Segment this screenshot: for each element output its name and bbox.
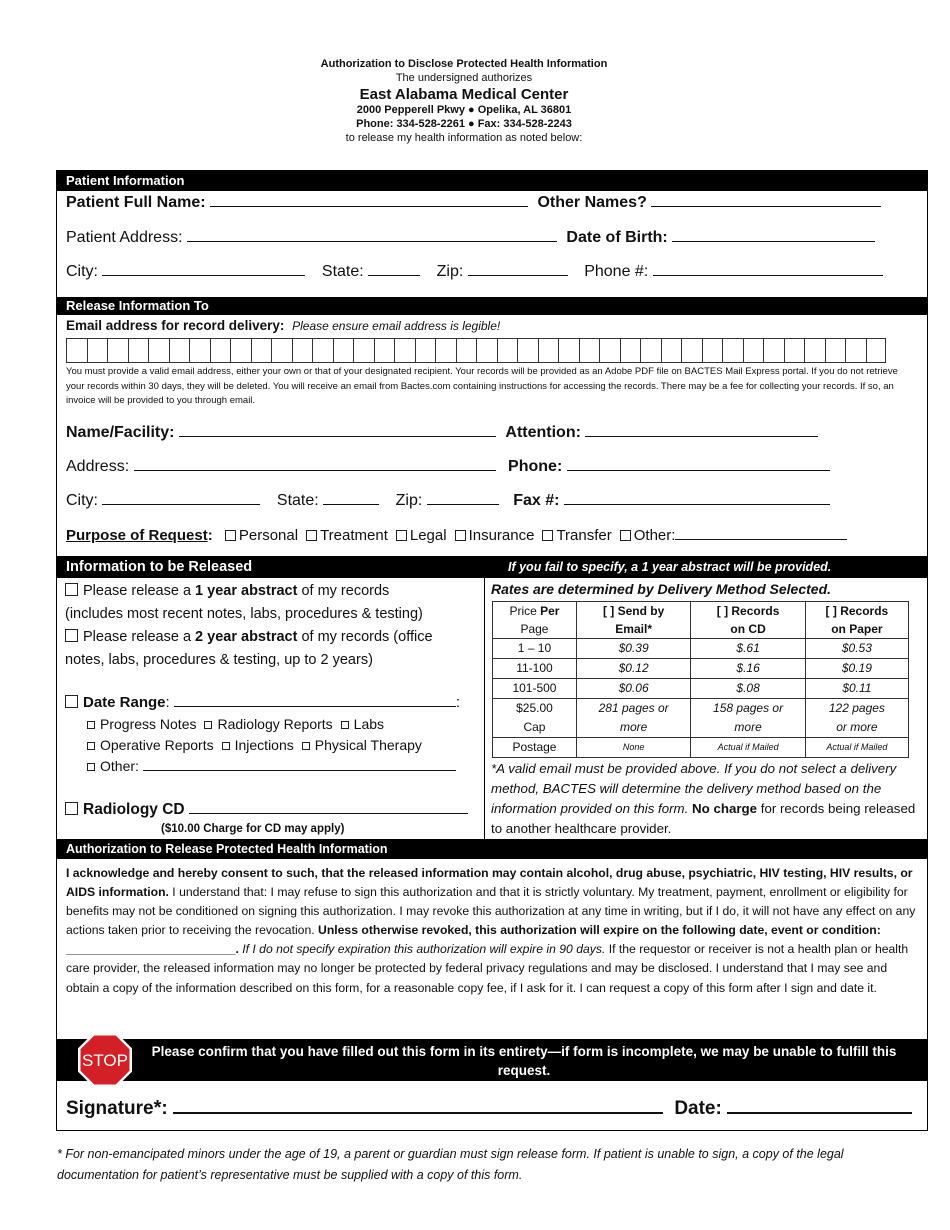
- purpose-label: Purpose of Request: [66, 527, 208, 544]
- email-char-cell[interactable]: [640, 338, 661, 363]
- rates-cell: 158 pages or more: [691, 699, 805, 738]
- radiology-cd-option[interactable]: [65, 798, 477, 821]
- organization-address: 2000 Pepperell Pkwy ● Opelika, AL 36801: [356, 103, 572, 116]
- patient-phone-field[interactable]: [653, 263, 883, 276]
- dob-label: Date of Birth:: [566, 229, 668, 246]
- email-char-cell[interactable]: [743, 338, 764, 363]
- signature-label: Signature: [66, 1098, 154, 1119]
- email-char-cell[interactable]: [435, 338, 456, 363]
- recipient-city-label: City:: [66, 492, 98, 509]
- recipient-address-field[interactable]: [134, 458, 496, 471]
- rates-cell: 281 pages or more: [576, 699, 690, 738]
- recipient-address-row: [66, 458, 918, 476]
- rates-cell: $0.19: [805, 659, 908, 679]
- email-char-cell[interactable]: [292, 338, 313, 363]
- email-char-cell[interactable]: [538, 338, 559, 363]
- record-type-other[interactable]: Other:: [87, 756, 499, 777]
- record-type-option[interactable]: Labs: [341, 716, 384, 732]
- recipient-state-field[interactable]: [323, 492, 379, 505]
- patient-address-field[interactable]: [187, 229, 557, 242]
- patient-zip-label: Zip:: [436, 263, 464, 280]
- form-header: [0, 57, 928, 146]
- purpose-option[interactable]: Insurance: [447, 527, 535, 544]
- checkbox-icon[interactable]: [620, 530, 631, 541]
- rates-header-paper: [ ] Records on Paper: [805, 602, 908, 639]
- email-fine-print: You must provide a valid email address, either your own or that of your designated recipient. Your records will be provided as an Adobe PDF file on BACTES Mail Express portal. If you do not retrieve your records within 30 days, they will be deleted. You will receive an email from Bactes.com containing instructions for accessing the records. There may be a fee for collecting your records. If so, an invoice will be provided to you through email.: [66, 366, 898, 407]
- email-char-cell[interactable]: [722, 338, 743, 363]
- rates-cell: $.08: [691, 679, 805, 699]
- rates-cell: $0.39: [576, 639, 690, 659]
- checkbox-icon[interactable]: [87, 763, 95, 771]
- rates-cell: Postage: [493, 738, 577, 758]
- patient-zip-field[interactable]: [468, 263, 568, 276]
- record-type-option[interactable]: Injections: [222, 737, 294, 753]
- email-char-cell[interactable]: [558, 338, 579, 363]
- rates-cell: $0.11: [805, 679, 908, 699]
- email-char-cell[interactable]: [169, 338, 190, 363]
- recipient-name-row: [66, 424, 918, 442]
- email-char-cell[interactable]: [620, 338, 641, 363]
- email-char-cell[interactable]: [579, 338, 600, 363]
- email-char-cell[interactable]: [148, 338, 169, 363]
- email-char-cell[interactable]: [599, 338, 620, 363]
- email-char-cell[interactable]: [374, 338, 395, 363]
- rates-cell: $.61: [691, 639, 805, 659]
- rates-header-row: [493, 602, 909, 639]
- patient-section-title: Patient Information: [66, 173, 185, 188]
- record-type-option[interactable]: Progress Notes: [87, 716, 196, 732]
- info-right-header: [484, 556, 927, 578]
- checkbox-icon[interactable]: [65, 583, 78, 596]
- email-char-cell[interactable]: [251, 338, 272, 363]
- recipient-city-field[interactable]: [102, 492, 260, 505]
- checkbox-icon[interactable]: [65, 695, 78, 708]
- checkbox-icon[interactable]: [87, 721, 95, 729]
- rates-cell: $25.00 Cap: [493, 699, 577, 738]
- confirmation-banner: [57, 1039, 927, 1081]
- recipient-phone-field[interactable]: [567, 458, 830, 471]
- patient-full-name-field[interactable]: [210, 194, 528, 207]
- rates-cell: $0.53: [805, 639, 908, 659]
- minor-footnote: * For non-emancipated minors under the age of 19, a parent or guardian must sign release form. If patient is unable to sign, a copy of the legal documentation for patient’s representative must be supplied with a copy of this form.: [57, 1147, 844, 1182]
- email-char-cell[interactable]: [661, 338, 682, 363]
- two-year-option[interactable]: Please release a 2 year abstract of my records (office: [65, 626, 477, 649]
- email-char-cell[interactable]: [415, 338, 436, 363]
- release-options: [65, 580, 477, 672]
- checkbox-icon[interactable]: [87, 742, 95, 750]
- patient-section-header: [57, 171, 927, 191]
- organization-phone: Phone: 334-528-2261 ● Fax: 334-528-2243: [356, 118, 572, 131]
- recipient-fax-field[interactable]: [564, 492, 830, 505]
- info-section-header: [57, 556, 484, 578]
- email-char-cell[interactable]: [128, 338, 149, 363]
- other-names-label: Other Names?: [537, 194, 647, 211]
- email-char-cell[interactable]: [517, 338, 538, 363]
- authorization-form: [56, 170, 928, 1131]
- info-section-title: Information to be Released: [66, 559, 253, 575]
- email-char-cell[interactable]: [66, 338, 87, 363]
- recipient-city-row: [66, 492, 918, 510]
- checkbox-icon[interactable]: [204, 721, 212, 729]
- email-char-cell[interactable]: [353, 338, 374, 363]
- email-label: Email address for record delivery:: [66, 318, 285, 333]
- rates-cell: $.16: [691, 659, 805, 679]
- date-range-label: Date Range: [83, 694, 166, 711]
- rates-postage-row: [493, 738, 909, 758]
- record-type-option[interactable]: Physical Therapy: [302, 737, 422, 753]
- purpose-option[interactable]: Legal: [388, 527, 447, 544]
- signature-row: Signature*: Date:: [66, 1097, 912, 1120]
- email-char-cell[interactable]: [230, 338, 251, 363]
- email-char-cell[interactable]: [681, 338, 702, 363]
- record-type-other-field[interactable]: [143, 759, 456, 771]
- date-range-field[interactable]: [174, 694, 456, 707]
- record-types-row-1: [87, 714, 499, 735]
- email-char-cell[interactable]: [497, 338, 518, 363]
- recipient-phone-label: Phone:: [508, 458, 563, 475]
- checkbox-icon[interactable]: [65, 629, 78, 642]
- rates-cell: $0.12: [576, 659, 690, 679]
- purpose-option[interactable]: Other:: [612, 527, 676, 544]
- recipient-name-field[interactable]: [179, 424, 496, 437]
- table-row: [493, 639, 909, 659]
- two-year-option-detail: notes, labs, procedures & testing, up to 2 years): [65, 652, 373, 668]
- patient-state-field[interactable]: [368, 263, 420, 276]
- confirmation-message: Please confirm that you have filled out this form in its entirety—if form is incomplete, we may be unable to fulfill this request.: [151, 1044, 897, 1078]
- signature-date-label: Date:: [674, 1098, 722, 1119]
- email-char-cell[interactable]: [784, 338, 805, 363]
- purpose-option[interactable]: Transfer: [534, 527, 611, 544]
- record-type-option[interactable]: Operative Reports: [87, 737, 214, 753]
- column-divider: [484, 557, 485, 839]
- signature-date-field[interactable]: [727, 1098, 912, 1114]
- record-type-option[interactable]: Radiology Reports: [204, 716, 332, 732]
- email-char-cell[interactable]: [107, 338, 128, 363]
- email-char-cell[interactable]: [845, 338, 866, 363]
- rates-cell: 1 – 10: [493, 639, 577, 659]
- signature-field[interactable]: [173, 1098, 663, 1114]
- attention-field[interactable]: [585, 424, 818, 437]
- patient-city-field[interactable]: [102, 263, 305, 276]
- email-char-cell[interactable]: [333, 338, 354, 363]
- patient-address-row: [66, 229, 918, 247]
- release-section-title: Release Information To: [66, 298, 209, 313]
- rates-cell: None: [576, 738, 690, 758]
- rates-header-price: Price Per Page: [493, 602, 577, 639]
- recipient-address-label: Address:: [66, 458, 130, 475]
- email-char-cell[interactable]: [763, 338, 784, 363]
- record-type-options: [87, 714, 499, 777]
- dob-field[interactable]: [672, 229, 875, 242]
- purpose-row: Purpose of Request: Personal Treatment Legal Insurance Transfer Other:: [66, 527, 918, 544]
- recipient-zip-field[interactable]: [427, 492, 499, 505]
- other-names-field[interactable]: [651, 194, 881, 207]
- stop-sign-icon: [77, 1032, 133, 1088]
- checkbox-icon[interactable]: [341, 721, 349, 729]
- organization-name: East Alabama Medical Center: [359, 85, 569, 103]
- checkbox-icon[interactable]: [302, 742, 310, 750]
- rates-header-cd: [ ] Records on CD: [691, 602, 805, 639]
- email-char-cell[interactable]: [271, 338, 292, 363]
- patient-phone-label: Phone #:: [584, 263, 649, 280]
- email-label-row: [66, 318, 918, 333]
- auth-section-header: [57, 839, 927, 859]
- purpose-option[interactable]: Personal: [217, 527, 298, 544]
- rates-note: *A valid email must be provided above. If you do not select a delivery method, BACTES will determine the delivery method based on the information provided on this form. No charge for records being released to another healthcare provider.: [491, 761, 916, 836]
- patient-name-row: [66, 194, 918, 212]
- rates-cell: $0.06: [576, 679, 690, 699]
- release-section-header: [57, 297, 927, 315]
- rates-cell: 122 pages or more: [805, 699, 908, 738]
- one-year-option[interactable]: Please release a 1 year abstract of my records: [65, 580, 477, 603]
- patient-full-name-label: Patient Full Name:: [66, 194, 206, 211]
- table-row: [493, 679, 909, 699]
- radiology-cd-field[interactable]: [189, 801, 468, 814]
- rates-cap-row: [493, 699, 909, 738]
- svg-text:STOP: STOP: [82, 1051, 128, 1070]
- checkbox-icon[interactable]: [542, 530, 553, 541]
- email-char-cell[interactable]: [456, 338, 477, 363]
- rates-cell: 101-500: [493, 679, 577, 699]
- rates-table: [492, 601, 909, 758]
- email-char-cell[interactable]: [825, 338, 846, 363]
- checkbox-icon[interactable]: [65, 802, 78, 815]
- checkbox-icon[interactable]: [225, 530, 236, 541]
- date-range-option[interactable]: Date Range: :: [65, 691, 477, 714]
- email-note: Please ensure email address is legible!: [292, 319, 501, 333]
- rates-title: Rates are determined by Delivery Method Selected.: [491, 581, 832, 597]
- email-char-cell[interactable]: [702, 338, 723, 363]
- default-abstract-note: If you fail to specify, a 1 year abstract will be provided.: [508, 560, 832, 574]
- one-year-option-detail: (includes most recent notes, labs, procedures & testing): [65, 606, 423, 622]
- rates-cell: Actual if Mailed: [805, 738, 908, 758]
- table-row: [493, 659, 909, 679]
- purpose-options: [217, 527, 848, 544]
- recipient-name-label: Name/Facility:: [66, 424, 175, 441]
- attention-label: Attention:: [505, 424, 581, 441]
- patient-city-row: [66, 263, 918, 281]
- header-release-note: to release my health information as noted below:: [345, 132, 583, 145]
- checkbox-icon[interactable]: [306, 530, 317, 541]
- email-char-cell[interactable]: [476, 338, 497, 363]
- email-char-cell[interactable]: [210, 338, 231, 363]
- authorization-text: I acknowledge and hereby consent to such, that the released information may contain alcohol, drug abuse, psychiatric, HIV testing, HIV results, or AIDS information. I understand that: I may refuse to sign this authorization and that it is strictly voluntary. My treatment, payment, enrollment or eligibility for benefits may not be conditioned on signing this authorization. I may revoke this authorization at any time in writing, but if I do, it will not have any effect on any actions taken prior to receiving the revocation. Unless otherwise revoked, this authorization will expire on the following date, event or condition: _________________________. If I do not specify expiration this authorization will expire in 90 days. If the requestor or receiver is not a health plan or health care provider, the released information may no longer be protected by federal privacy regulations and may be disclosed. I understand that I may see and obtain a copy of the information described on this form, for a reasonable copy fee, if I ask for it. I can request a copy of this form after I sign and date it.: [66, 866, 916, 995]
- form-title: Authorization to Disclose Protected Health Information: [320, 58, 608, 70]
- recipient-state-label: State:: [276, 492, 319, 509]
- recipient-fax-label: Fax #:: [513, 492, 560, 509]
- rates-cell: Actual if Mailed: [691, 738, 805, 758]
- checkbox-icon[interactable]: [396, 530, 407, 541]
- purpose-option[interactable]: Treatment: [298, 527, 388, 544]
- email-char-cell[interactable]: [312, 338, 333, 363]
- rates-cell: 11-100: [493, 659, 577, 679]
- patient-city-label: City:: [66, 263, 98, 280]
- patient-address-label: Patient Address:: [66, 229, 183, 246]
- radiology-cd-charge: ($10.00 Charge for CD may apply): [161, 823, 345, 835]
- radiology-cd-label: Radiology CD: [83, 801, 185, 818]
- email-char-cell[interactable]: [866, 338, 887, 363]
- checkbox-icon[interactable]: [222, 742, 230, 750]
- auth-section-title: Authorization to Release Protected Health Information: [66, 842, 388, 856]
- patient-state-label: State:: [321, 263, 364, 280]
- purpose-other-field[interactable]: [675, 527, 847, 540]
- email-entry-grid[interactable]: [66, 338, 886, 363]
- checkbox-icon[interactable]: [455, 530, 466, 541]
- email-char-cell[interactable]: [394, 338, 415, 363]
- recipient-zip-label: Zip:: [395, 492, 423, 509]
- email-char-cell[interactable]: [804, 338, 825, 363]
- email-char-cell[interactable]: [189, 338, 210, 363]
- record-types-row-2: [87, 735, 499, 756]
- header-authorizes: The undersigned authorizes: [395, 72, 533, 85]
- email-char-cell[interactable]: [87, 338, 108, 363]
- rates-header-email: [ ] Send by Email*: [576, 602, 690, 639]
